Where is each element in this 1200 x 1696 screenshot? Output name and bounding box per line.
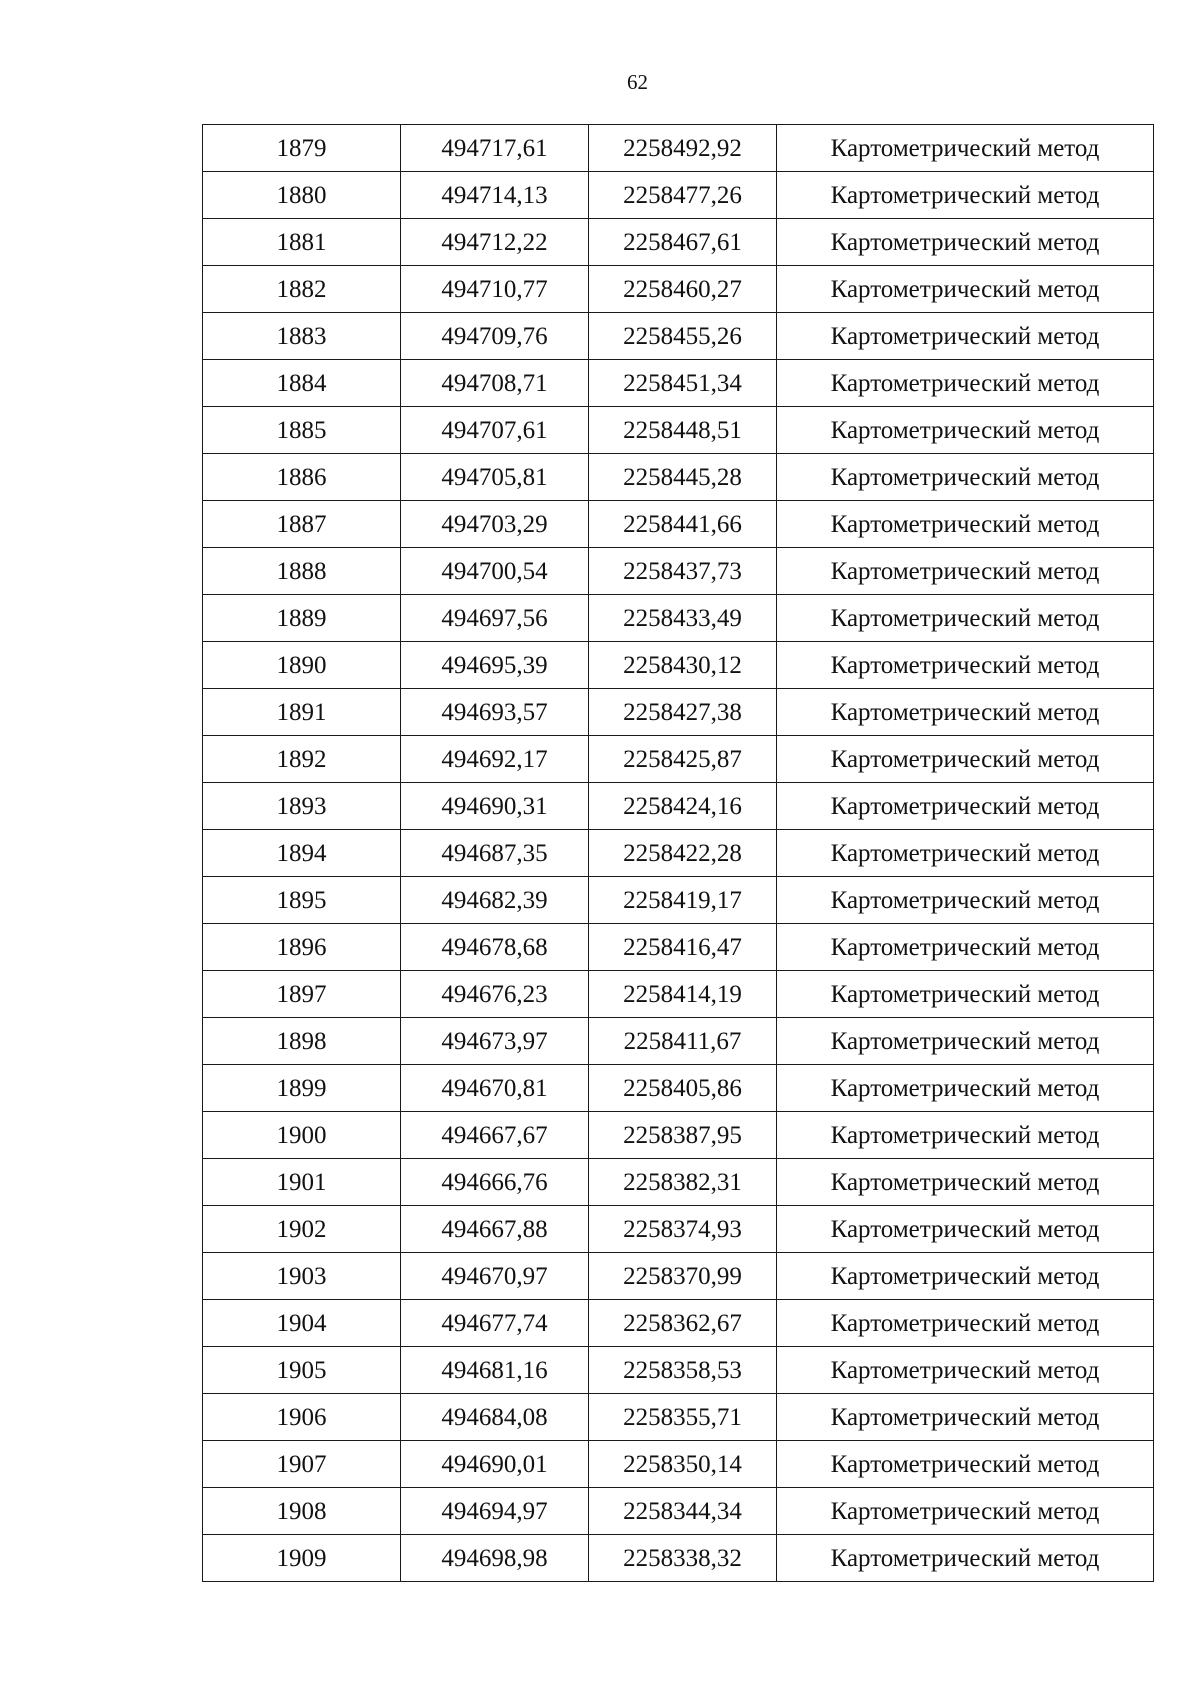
point-number-cell: 1894 (203, 830, 401, 877)
point-number-cell: 1898 (203, 1018, 401, 1065)
table-row (203, 1159, 1154, 1206)
y-coordinate-cell: 2258445,28 (589, 454, 777, 501)
y-coordinate-cell: 2258405,86 (589, 1065, 777, 1112)
x-coordinate-cell: 494684,08 (401, 1394, 589, 1441)
x-coordinate-cell: 494705,81 (401, 454, 589, 501)
y-coordinate-cell: 2258350,14 (589, 1441, 777, 1488)
table-row (203, 125, 1154, 172)
method-cell: Картометрический метод (777, 1441, 1154, 1488)
table-row (203, 1535, 1154, 1582)
point-number-cell: 1884 (203, 360, 401, 407)
point-number-cell: 1889 (203, 595, 401, 642)
y-coordinate-cell: 2258382,31 (589, 1159, 777, 1206)
x-coordinate-cell: 494717,61 (401, 125, 589, 172)
y-coordinate-cell: 2258387,95 (589, 1112, 777, 1159)
point-number-cell: 1903 (203, 1253, 401, 1300)
point-number-cell: 1880 (203, 172, 401, 219)
page-number: 62 (627, 70, 648, 94)
method-cell: Картометрический метод (777, 407, 1154, 454)
point-number-cell: 1909 (203, 1535, 401, 1582)
method-cell: Картометрический метод (777, 125, 1154, 172)
method-cell: Картометрический метод (777, 1112, 1154, 1159)
table-row (203, 830, 1154, 877)
table-row (203, 360, 1154, 407)
y-coordinate-cell: 2258338,32 (589, 1535, 777, 1582)
point-number-cell: 1881 (203, 219, 401, 266)
y-coordinate-cell: 2258355,71 (589, 1394, 777, 1441)
point-number-cell: 1906 (203, 1394, 401, 1441)
method-cell: Картометрический метод (777, 689, 1154, 736)
method-cell: Картометрический метод (777, 783, 1154, 830)
table-row (203, 924, 1154, 971)
method-cell: Картометрический метод (777, 1394, 1154, 1441)
table-row (203, 783, 1154, 830)
x-coordinate-cell: 494712,22 (401, 219, 589, 266)
coordinates-table (202, 124, 1154, 1582)
x-coordinate-cell: 494694,97 (401, 1488, 589, 1535)
point-number-cell: 1890 (203, 642, 401, 689)
table-row (203, 1253, 1154, 1300)
method-cell: Картометрический метод (777, 266, 1154, 313)
table-row (203, 219, 1154, 266)
y-coordinate-cell: 2258425,87 (589, 736, 777, 783)
table-row (203, 1441, 1154, 1488)
x-coordinate-cell: 494670,81 (401, 1065, 589, 1112)
y-coordinate-cell: 2258374,93 (589, 1206, 777, 1253)
method-cell: Картометрический метод (777, 1347, 1154, 1394)
point-number-cell: 1883 (203, 313, 401, 360)
point-number-cell: 1901 (203, 1159, 401, 1206)
point-number-cell: 1891 (203, 689, 401, 736)
y-coordinate-cell: 2258358,53 (589, 1347, 777, 1394)
method-cell: Картометрический метод (777, 1159, 1154, 1206)
table-row (203, 1347, 1154, 1394)
method-cell: Картометрический метод (777, 1018, 1154, 1065)
x-coordinate-cell: 494678,68 (401, 924, 589, 971)
coordinates-table-body (203, 125, 1154, 1582)
point-number-cell: 1899 (203, 1065, 401, 1112)
x-coordinate-cell: 494703,29 (401, 501, 589, 548)
y-coordinate-cell: 2258362,67 (589, 1300, 777, 1347)
x-coordinate-cell: 494693,57 (401, 689, 589, 736)
y-coordinate-cell: 2258433,49 (589, 595, 777, 642)
point-number-cell: 1907 (203, 1441, 401, 1488)
method-cell: Картометрический метод (777, 736, 1154, 783)
point-number-cell: 1900 (203, 1112, 401, 1159)
x-coordinate-cell: 494682,39 (401, 877, 589, 924)
x-coordinate-cell: 494687,35 (401, 830, 589, 877)
x-coordinate-cell: 494714,13 (401, 172, 589, 219)
table-row (203, 172, 1154, 219)
table-row (203, 689, 1154, 736)
table-row (203, 313, 1154, 360)
y-coordinate-cell: 2258455,26 (589, 313, 777, 360)
x-coordinate-cell: 494695,39 (401, 642, 589, 689)
table-row (203, 548, 1154, 595)
method-cell: Картометрический метод (777, 219, 1154, 266)
method-cell: Картометрический метод (777, 971, 1154, 1018)
method-cell: Картометрический метод (777, 1065, 1154, 1112)
x-coordinate-cell: 494692,17 (401, 736, 589, 783)
table-row (203, 642, 1154, 689)
x-coordinate-cell: 494700,54 (401, 548, 589, 595)
method-cell: Картометрический метод (777, 313, 1154, 360)
y-coordinate-cell: 2258411,67 (589, 1018, 777, 1065)
table-row (203, 1300, 1154, 1347)
y-coordinate-cell: 2258416,47 (589, 924, 777, 971)
x-coordinate-cell: 494708,71 (401, 360, 589, 407)
method-cell: Картометрический метод (777, 172, 1154, 219)
table-row (203, 454, 1154, 501)
y-coordinate-cell: 2258414,19 (589, 971, 777, 1018)
method-cell: Картометрический метод (777, 1535, 1154, 1582)
x-coordinate-cell: 494666,76 (401, 1159, 589, 1206)
method-cell: Картометрический метод (777, 501, 1154, 548)
x-coordinate-cell: 494667,88 (401, 1206, 589, 1253)
table-row (203, 1206, 1154, 1253)
table-row (203, 1018, 1154, 1065)
method-cell: Картометрический метод (777, 642, 1154, 689)
point-number-cell: 1886 (203, 454, 401, 501)
y-coordinate-cell: 2258427,38 (589, 689, 777, 736)
y-coordinate-cell: 2258422,28 (589, 830, 777, 877)
point-number-cell: 1882 (203, 266, 401, 313)
table-row (203, 971, 1154, 1018)
point-number-cell: 1902 (203, 1206, 401, 1253)
x-coordinate-cell: 494710,77 (401, 266, 589, 313)
y-coordinate-cell: 2258451,34 (589, 360, 777, 407)
method-cell: Картометрический метод (777, 830, 1154, 877)
point-number-cell: 1895 (203, 877, 401, 924)
y-coordinate-cell: 2258441,66 (589, 501, 777, 548)
point-number-cell: 1897 (203, 971, 401, 1018)
x-coordinate-cell: 494670,97 (401, 1253, 589, 1300)
method-cell: Картометрический метод (777, 1488, 1154, 1535)
point-number-cell: 1885 (203, 407, 401, 454)
x-coordinate-cell: 494681,16 (401, 1347, 589, 1394)
table-row (203, 736, 1154, 783)
table-row (203, 877, 1154, 924)
y-coordinate-cell: 2258460,27 (589, 266, 777, 313)
y-coordinate-cell: 2258419,17 (589, 877, 777, 924)
x-coordinate-cell: 494697,56 (401, 595, 589, 642)
x-coordinate-cell: 494667,67 (401, 1112, 589, 1159)
point-number-cell: 1908 (203, 1488, 401, 1535)
x-coordinate-cell: 494673,97 (401, 1018, 589, 1065)
x-coordinate-cell: 494698,98 (401, 1535, 589, 1582)
y-coordinate-cell: 2258370,99 (589, 1253, 777, 1300)
y-coordinate-cell: 2258424,16 (589, 783, 777, 830)
point-number-cell: 1892 (203, 736, 401, 783)
method-cell: Картометрический метод (777, 360, 1154, 407)
method-cell: Картометрический метод (777, 548, 1154, 595)
table-row (203, 595, 1154, 642)
table-row (203, 266, 1154, 313)
y-coordinate-cell: 2258492,92 (589, 125, 777, 172)
y-coordinate-cell: 2258344,34 (589, 1488, 777, 1535)
method-cell: Картометрический метод (777, 595, 1154, 642)
method-cell: Картометрический метод (777, 1206, 1154, 1253)
table-row (203, 1065, 1154, 1112)
y-coordinate-cell: 2258467,61 (589, 219, 777, 266)
table-row (203, 501, 1154, 548)
point-number-cell: 1904 (203, 1300, 401, 1347)
x-coordinate-cell: 494690,31 (401, 783, 589, 830)
x-coordinate-cell: 494676,23 (401, 971, 589, 1018)
method-cell: Картометрический метод (777, 1300, 1154, 1347)
point-number-cell: 1887 (203, 501, 401, 548)
y-coordinate-cell: 2258430,12 (589, 642, 777, 689)
x-coordinate-cell: 494709,76 (401, 313, 589, 360)
x-coordinate-cell: 494690,01 (401, 1441, 589, 1488)
y-coordinate-cell: 2258437,73 (589, 548, 777, 595)
table-row (203, 1488, 1154, 1535)
point-number-cell: 1888 (203, 548, 401, 595)
table-row (203, 407, 1154, 454)
x-coordinate-cell: 494707,61 (401, 407, 589, 454)
point-number-cell: 1879 (203, 125, 401, 172)
y-coordinate-cell: 2258477,26 (589, 172, 777, 219)
point-number-cell: 1905 (203, 1347, 401, 1394)
table-row (203, 1112, 1154, 1159)
method-cell: Картометрический метод (777, 454, 1154, 501)
point-number-cell: 1893 (203, 783, 401, 830)
table-row (203, 1394, 1154, 1441)
method-cell: Картометрический метод (777, 1253, 1154, 1300)
method-cell: Картометрический метод (777, 877, 1154, 924)
point-number-cell: 1896 (203, 924, 401, 971)
x-coordinate-cell: 494677,74 (401, 1300, 589, 1347)
y-coordinate-cell: 2258448,51 (589, 407, 777, 454)
method-cell: Картометрический метод (777, 924, 1154, 971)
